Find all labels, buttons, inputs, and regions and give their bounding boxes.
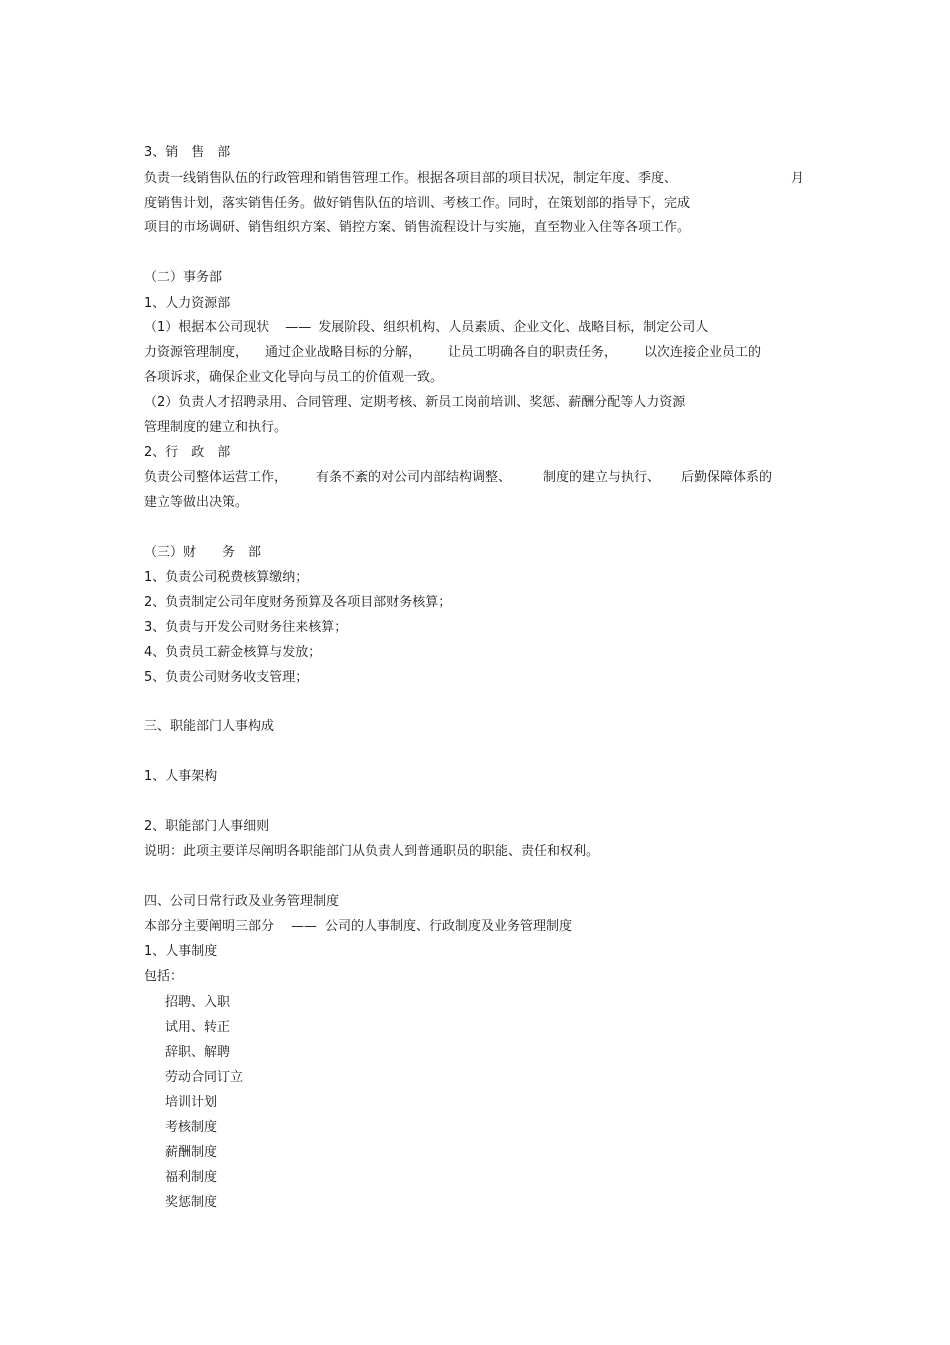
- hr-line-2-d: 以次连接企业员工的: [644, 345, 762, 360]
- sales-line-1-end: 月: [791, 171, 805, 186]
- admin-line-1-b: 有条不紊的对公司内部结构调整、: [316, 470, 512, 485]
- policy-item: 招聘、入职: [165, 995, 231, 1010]
- hr-line-2-c: 让员工明确各自的职责任务，: [448, 345, 618, 360]
- sales-line-2: 度销售计划，落实销售任务。做好销售队伍的培训、考核工作。同时，在策划部的指导下，完成: [144, 196, 691, 211]
- finance-item: 4、负责员工薪金核算与发放；: [144, 645, 322, 660]
- hr-line-2-b: 通过企业战略目标的分解，: [265, 345, 422, 360]
- section4-intro: [144, 919, 572, 935]
- section3-item-2: 2、职能部门人事细则: [144, 819, 270, 834]
- hr-line-1-c: 发展阶段、组织机构、人员素质、企业文化、战略目标，制定公司人: [318, 320, 709, 335]
- hr-line-1-a: （1）根据本公司现状: [144, 320, 270, 335]
- admin-line-1-a: 负责公司整体运营工作，: [144, 470, 288, 485]
- section3-heading: 三、职能部门人事构成: [144, 719, 275, 734]
- hr-line-3: 各项诉求，确保企业文化导向与员工的价值观一致。: [144, 370, 444, 385]
- section3-item-1: 1、人事架构: [144, 769, 218, 784]
- section4-sub1: 1、人事制度: [144, 944, 218, 959]
- policy-item: 劳动合同订立: [165, 1070, 244, 1085]
- hr-line-5: 管理制度的建立和执行。: [144, 420, 288, 435]
- policy-item: 辞职、解聘: [165, 1045, 231, 1060]
- hr-line-4: （2）负责人才招聘录用、合同管理、定期考核、新员工岗前培训、奖惩、薪酬分配等人力资源: [144, 395, 686, 410]
- policy-item: 培训计划: [165, 1095, 218, 1110]
- section4-intro-c: 公司的人事制度、行政制度及业务管理制度: [325, 919, 573, 934]
- affairs-heading: （二）事务部: [144, 270, 223, 285]
- finance-item: 2、负责制定公司年度财务预算及各项目部财务核算；: [144, 595, 452, 610]
- section4-intro-a: 本部分主要阐明三部分: [144, 919, 275, 934]
- section4-intro-dash: ——: [291, 919, 318, 934]
- section3-note: 说明：此项主要详尽阐明各职能部门从负责人到普通职员的职能、责任和权利。: [144, 844, 600, 859]
- admin-line-1-d: 后勤保障体系的: [681, 470, 773, 485]
- finance-item: 5、负责公司财务收支管理；: [144, 670, 309, 685]
- policy-item: 考核制度: [165, 1120, 218, 1135]
- sales-line-1-text: 负责一线销售队伍的行政管理和销售管理工作。根据各项目部的项目状况，制定年度、季度、: [144, 171, 678, 186]
- policy-item: 试用、转正: [165, 1020, 231, 1035]
- admin-line-1: [144, 470, 772, 486]
- finance-item: 3、负责与开发公司财务往来核算；: [144, 620, 348, 635]
- policy-item: 薪酬制度: [165, 1145, 218, 1160]
- section4-heading: 四、公司日常行政及业务管理制度: [144, 894, 340, 909]
- finance-heading: （三）财 务 部: [144, 545, 262, 560]
- hr-line-2: [144, 345, 761, 361]
- section4-includes: 包括：: [144, 969, 184, 984]
- policy-item: 福利制度: [165, 1170, 218, 1185]
- sales-line-3: 项目的市场调研、销售组织方案、销控方案、销售流程设计与实施，直至物业入住等各项工作。: [144, 220, 691, 235]
- policy-item: 奖惩制度: [165, 1195, 218, 1210]
- sales-heading: 3、销 售 部: [144, 145, 231, 160]
- hr-line-1-dash: ——: [285, 320, 312, 335]
- admin-line-1-c: 制度的建立与执行、: [543, 470, 661, 485]
- finance-item: 1、负责公司税费核算缴纳；: [144, 570, 309, 585]
- sales-line-1: [144, 171, 805, 187]
- hr-line-2-a: 力资源管理制度，: [144, 345, 249, 360]
- admin-heading: 2、行 政 部: [144, 445, 231, 460]
- admin-line-2: 建立等做出决策。: [144, 495, 249, 510]
- hr-line-1: [144, 320, 708, 336]
- hr-heading: 1、人力资源部: [144, 296, 231, 311]
